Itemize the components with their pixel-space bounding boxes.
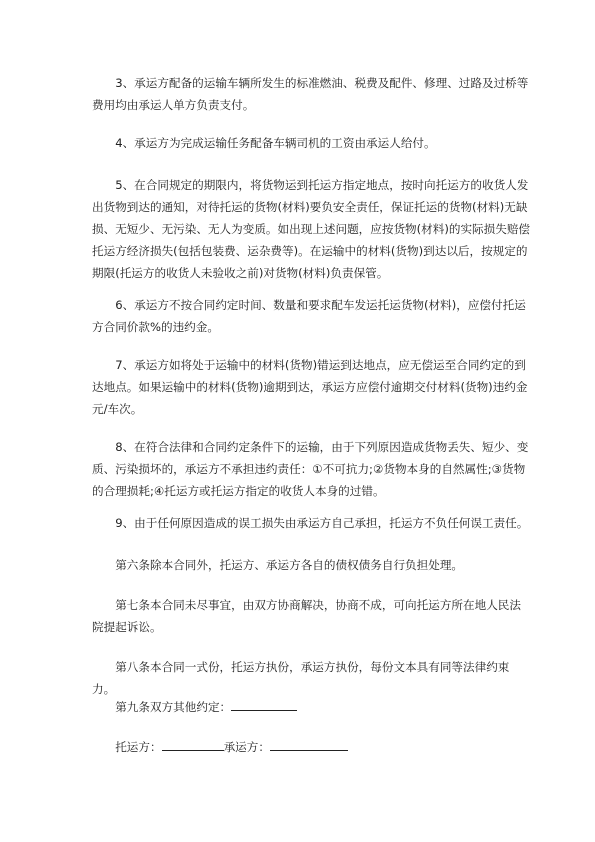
shipper-signature-blank[interactable] <box>162 737 224 751</box>
article-8-paragraph: 第八条本合同一式份，托运方执份，承运方执份，每份文本具有同等法律约束力。 <box>92 660 510 696</box>
clause-7-paragraph: 7、承运方如将处于运输中的材料(货物)错运到达地点，应无偿运至合同约定的到达地点。如果运输中的材料(货物)逾期到达，承运方应偿付逾期交付材料(货物)违约金元/车次。 <box>92 358 528 416</box>
clause-5-paragraph: 5、在合同规定的期限内，将货物运到托运方指定地点，按时向托运方的收货人发出货物到达的通知，对待托运的货物(材料)要负安全责任，保证托运的货物(材料)无缺损、无短少、无污染、无人为变质。如出现上述问题，应按货物(材料)的实际损失赔偿托运方经济损失(包括包装费、运杂费等)。在运输中的材料(货物)到达以后，按规定的期限(托运方的收货人未验收之前)对货物(材料)负责保管。 <box>92 178 531 280</box>
carrier-signature-blank[interactable] <box>270 737 348 751</box>
other-terms-blank[interactable] <box>231 697 297 711</box>
article-6-paragraph: 第六条除本合同外，托运方、承运方各自的债权债务自行负担处理。 <box>115 558 464 572</box>
clause-9-paragraph: 9、由于任何原因造成的误工损失由承运方自己承担，托运方不负任何误工责任。 <box>115 516 529 530</box>
other-terms-label: 第九条双方其他约定： <box>115 700 232 714</box>
article-9-line <box>92 696 532 718</box>
clause-6-paragraph: 6、承运方不按合同约定时间、数量和要求配车发运托运货物(材料)，应偿付托运方合同价款%的违约金。 <box>92 298 526 334</box>
carrier-label: 承运方： <box>223 740 270 754</box>
article-7-paragraph: 第七条本合同未尽事宜，由双方协商解决，协商不成，可向托运方所在地人民法院提起诉讼。 <box>92 598 521 634</box>
clause-4-paragraph: 4、承运方为完成运输任务配备车辆司机的工资由承运人给付。 <box>115 136 436 150</box>
clause-3-paragraph: 3、承运方配备的运输车辆所发生的标准燃油、税费及配件、修理、过路及过桥等费用均由承运人单方负责支付。 <box>92 76 529 112</box>
shipper-label: 托运方： <box>115 740 162 754</box>
clause-8-paragraph: 8、在符合法律和合同约定条件下的运输，由于下列原因造成货物丢失、短少、变质、污染损坏的，承运方不承担违约责任：①不可抗力;②货物本身的自然属性;③货物的合理损耗;④托运方或托运方指定的收货人本身的过错。 <box>92 440 529 498</box>
signature-line <box>92 736 532 758</box>
